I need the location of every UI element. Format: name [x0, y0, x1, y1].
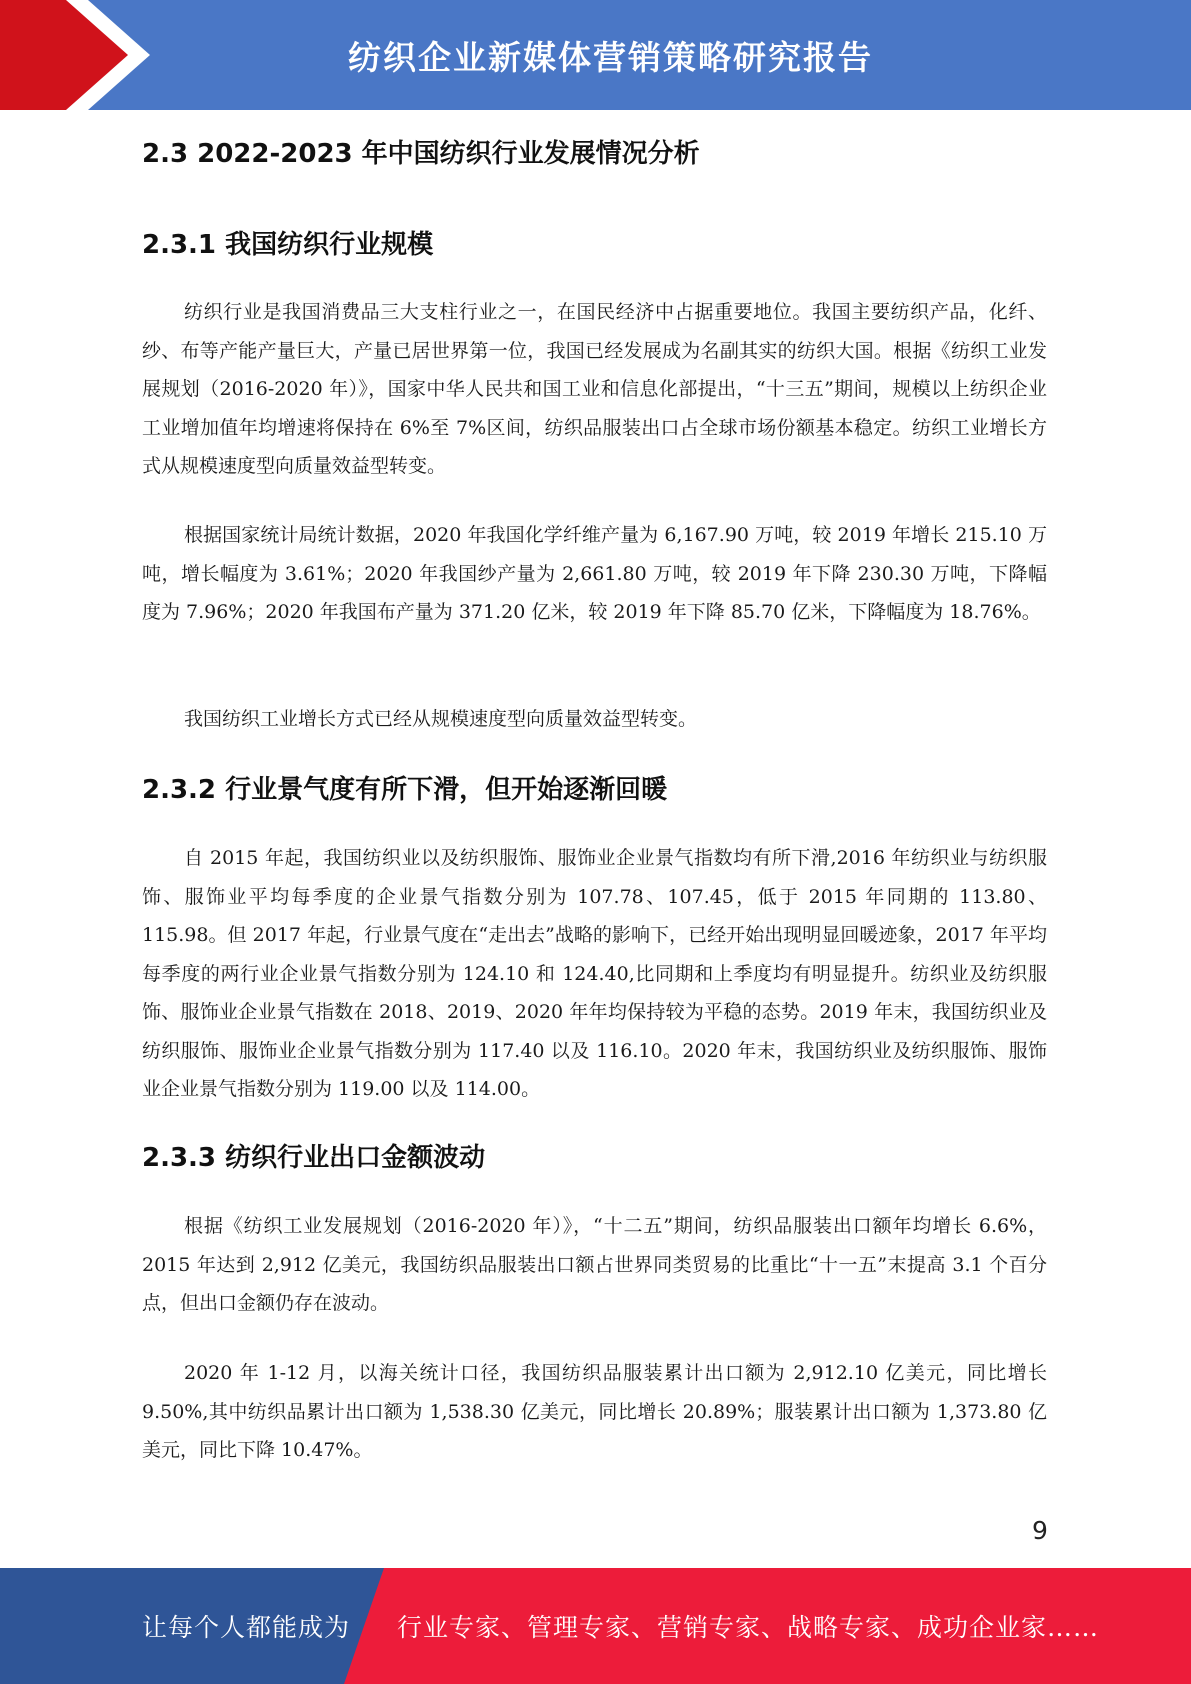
paragraph: 自 2015 年起，我国纺织业以及纺织服饰、服饰业企业景气指数均有所下滑,2016 年纺织业与纺织服饰、服饰业平均每季度的企业景气指数分别为 107.78、107.45，低于 2015 年同期的 113.80、115.98。但 2017 年起，行业景气度在“走出去”战略的影响下，已经开始出现明显回暖迹象，2017 年平均每季度的两行业企业景气指数分别为 124.10 和 124.40,比同期和上季度均有明显提升。纺织业及纺织服饰、服饰业企业景气指数在 2018、2019、2020 年年均保持较为平稳的态势。2019 年末，我国纺织业及纺织服饰、服饰业企业景气指数分别为 117.40 以及 116.10。2020 年末，我国纺织业及纺织服饰、服饰业企业景气指数分别为 119.00 以及 114.00。 [142, 847, 1047, 1100]
subsection-heading-2-3-1: 2.3.1 我国纺织行业规模 [142, 230, 434, 260]
paragraph: 根据国家统计局统计数据，2020 年我国化学纤维产量为 6,167.90 万吨，较 2019 年增长 215.10 万吨，增长幅度为 3.61%；2020 年我国纱产量为 2,661.80 万吨，较 2019 年下降 230.30 万吨，下降幅度为 7.96%；2020 年我国布产量为 371.20 亿米，较 2019 年下降 85.70 亿米，下降幅度为 18.76%。 [142, 524, 1047, 623]
page-number: 9 [1032, 1516, 1048, 1545]
paragraph: 我国纺织工业增长方式已经从规模速度型向质量效益型转变。 [184, 708, 698, 730]
page-header [0, 0, 1191, 110]
paragraph: 根据《纺织工业发展规划（2016-2020 年）》，“十二五”期间，纺织品服装出口额年均增长 6.6%，2015 年达到 2,912 亿美元，我国纺织品服装出口额占世界同类贸易的比重比“十一五”末提高 3.1 个百分点，但出口金额仍存在波动。 [142, 1215, 1047, 1314]
paragraph: 纺织行业是我国消费品三大支柱行业之一，在国民经济中占据重要地位。我国主要纺织产品，化纤、纱、布等产能产量巨大，产量已居世界第一位，我国已经发展成为名副其实的纺织大国。根据《纺织工业发展规划（2016-2020 年）》，国家中华人民共和国工业和信息化部提出，“十三五”期间，规模以上纺织企业工业增加值年均增速将保持在 6%至 7%区间，纺织品服装出口占全球市场份额基本稳定。纺织工业增长方式从规模速度型向质量效益型转变。 [142, 301, 1047, 477]
paragraph: 2020 年 1-12 月，以海关统计口径，我国纺织品服装累计出口额为 2,912.10 亿美元，同比增长 9.50%,其中纺织品累计出口额为 1,538.30 亿美元，同比增长 20.89%；服装累计出口额为 1,373.80 亿美元，同比下降 10.47%。 [142, 1362, 1047, 1461]
report-title: 纺织企业新媒体营销策略研究报告 [348, 37, 873, 77]
footer-slogan-right: 行业专家、管理专家、营销专家、战略专家、成功企业家…… [397, 1613, 1100, 1642]
subsection-heading-2-3-2: 2.3.2 行业景气度有所下滑，但开始逐渐回暖 [142, 775, 668, 805]
footer-slogan-left: 让每个人都能成为 [142, 1613, 351, 1642]
page-footer [0, 1568, 1191, 1684]
subsection-heading-2-3-3: 2.3.3 纺织行业出口金额波动 [142, 1143, 486, 1173]
section-heading: 2.3 2022-2023 年中国纺织行业发展情况分析 [142, 139, 700, 169]
